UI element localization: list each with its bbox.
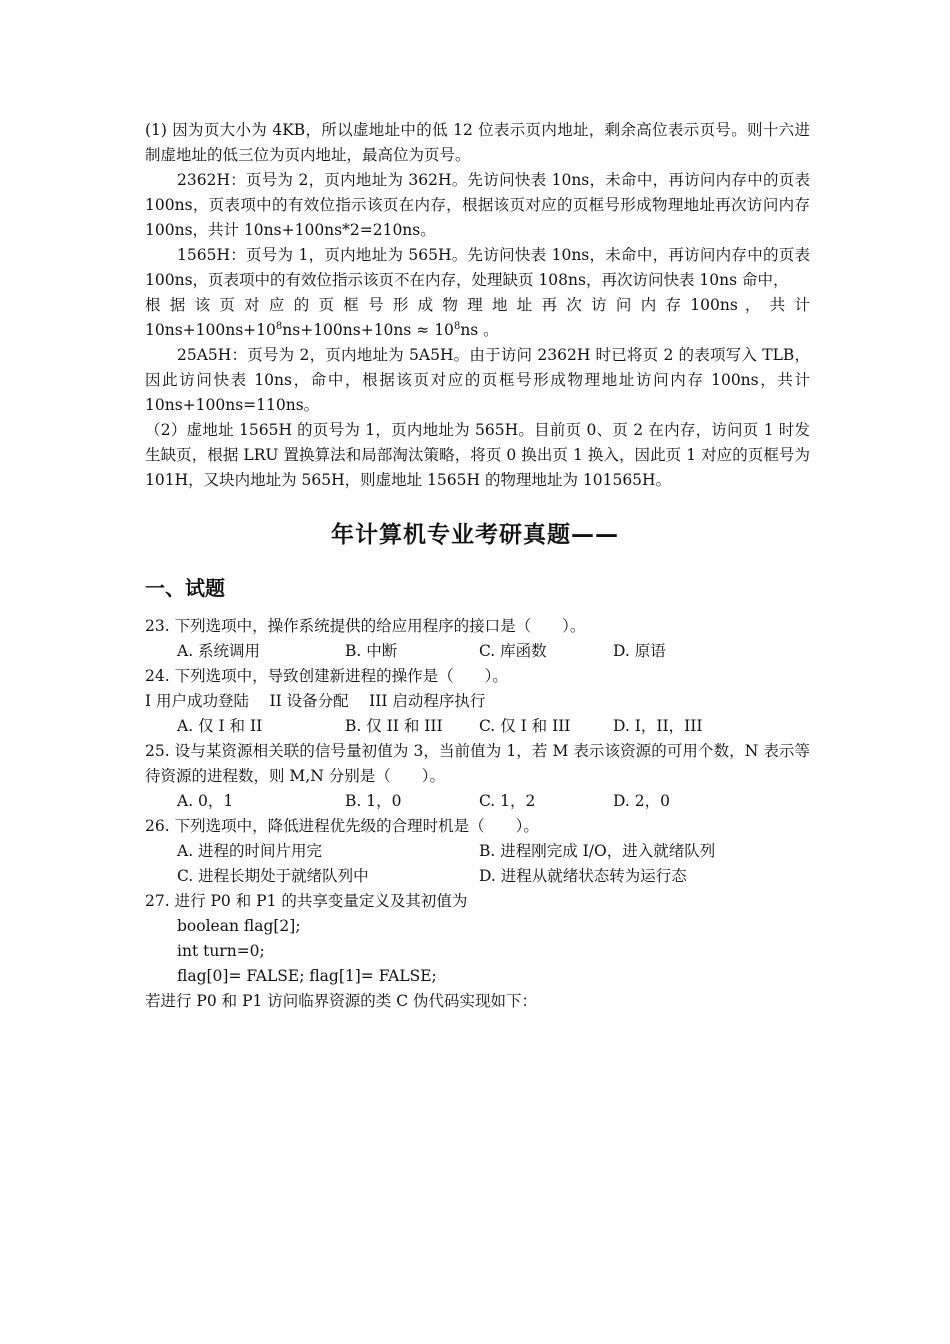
option-b: B. 仅 II 和 III: [345, 717, 443, 735]
code-line: flag[0]= FALSE; flag[1]= FALSE;: [177, 967, 437, 985]
question-list: [145, 614, 810, 1014]
question-tail: 若进行 P0 和 P1 访问临界资源的类 C 伪代码实现如下：: [145, 992, 538, 1010]
question-23: [145, 614, 810, 664]
answer-block: [145, 118, 810, 493]
question-stem: 25. 设与某资源相关联的信号量初值为 3，当前值为 1，若 M 表示该资源的可用个数，N 表示等待资源的进程数，则 M,N 分别是（ ）。: [145, 742, 810, 785]
question-stem: 24. 下列选项中，导致创建新进程的操作是（ ）。: [145, 667, 508, 685]
option-a: A. 进程的时间片用完: [177, 842, 323, 860]
option-b: B. 中断: [345, 642, 398, 660]
question-26: [145, 814, 810, 889]
question-25: [145, 739, 810, 814]
page-title: 年计算机专业考研真题——: [331, 522, 619, 548]
option-d: D. 原语: [613, 642, 666, 660]
section-heading: 一、试题: [145, 576, 225, 600]
options-row: [145, 789, 810, 814]
question-stem: 26. 下列选项中，降低进程优先级的合理时机是（ ）。: [145, 817, 539, 835]
option-b: B. 进程刚完成 I/O，进入就绪队列: [479, 842, 716, 860]
question-stem: 27. 进行 P0 和 P1 的共享变量定义及其初值为: [145, 892, 468, 910]
option-d: D. 2，0: [613, 792, 670, 810]
option-c: C. 仅 I 和 III: [479, 717, 571, 735]
options-row: [145, 639, 810, 664]
option-c: C. 进程长期处于就绪队列中: [177, 867, 369, 885]
options-row: [145, 839, 810, 864]
answer-paragraph-1565H: 1565H：页号为 1，页内地址为 565H。先访问快表 10ns，未命中，再访问内存中的页表 100ns，页表项中的有效位指示该页不在内存，处理缺页 108ns，再次访问快表 10ns 命中，: [145, 246, 810, 289]
option-d: D. I，II，III: [613, 717, 703, 735]
question-27: [145, 889, 810, 1014]
option-c: C. 库函数: [479, 642, 547, 660]
answer-paragraph-1565H-cont: 根 据 该 页 对 应 的 页 框 号 形 成 物 理 地 址 再 次 访 问 内 存 100ns ， 共 计: [145, 296, 810, 314]
options-row: [145, 714, 810, 739]
code-line: int turn=0;: [177, 942, 265, 960]
answer-paragraph-2: （2）虚地址 1565H 的页号为 1，页内地址为 565H。目前页 0、页 2 在内存，访问页 1 时发生缺页，根据 LRU 置换算法和局部淘汰策略，将页 0 换出页 1 换入，因此页 1 对应的页框号为 101H，又块内地址为 565H，则虚地址 1565H 的物理地址为 101565H。: [145, 421, 810, 489]
answer-paragraph-1565H-total: $10ns+100ns+10^8ns+100ns+10ns \approx 10^8ns$ 。: [145, 320, 499, 339]
option-a: A. 0，1: [177, 792, 234, 810]
option-d: D. 进程从就绪状态转为运行态: [479, 867, 687, 885]
answer-paragraph-25A5H: 25A5H：页号为 2，页内地址为 5A5H。由于访问 2362H 时已将页 2 的表项写入 TLB，因此访问快表 10ns，命中，根据该页对应的页框号形成物理地址访问内存 100ns，共计 10ns+100ns=110ns。: [145, 346, 810, 414]
answer-paragraph-2362H: 2362H：页号为 2，页内地址为 362H。先访问快表 10ns，未命中，再访问内存中的页表 100ns，页表项中的有效位指示该页在内存，根据该页对应的页框号形成物理地址再次访问内存 100ns，共计 10ns+100ns*2=210ns。: [145, 171, 810, 239]
option-a: A. 仅 I 和 II: [177, 717, 263, 735]
code-line: boolean flag[2];: [177, 917, 301, 935]
question-24: [145, 664, 810, 739]
answer-paragraph-1: (1) 因为页大小为 4KB，所以虚地址中的低 12 位表示页内地址，剩余高位表示页号。则十六进制虚地址的低三位为页内地址，最高位为页号。: [145, 121, 810, 164]
question-items: I 用户成功登陆 II 设备分配 III 启动程序执行: [145, 692, 486, 710]
option-b: B. 1，0: [345, 792, 402, 810]
option-c: C. 1，2: [479, 792, 536, 810]
question-stem: 23. 下列选项中，操作系统提供的给应用程序的接口是（ ）。: [145, 617, 586, 635]
option-a: A. 系统调用: [177, 642, 261, 660]
options-row: [145, 864, 810, 889]
